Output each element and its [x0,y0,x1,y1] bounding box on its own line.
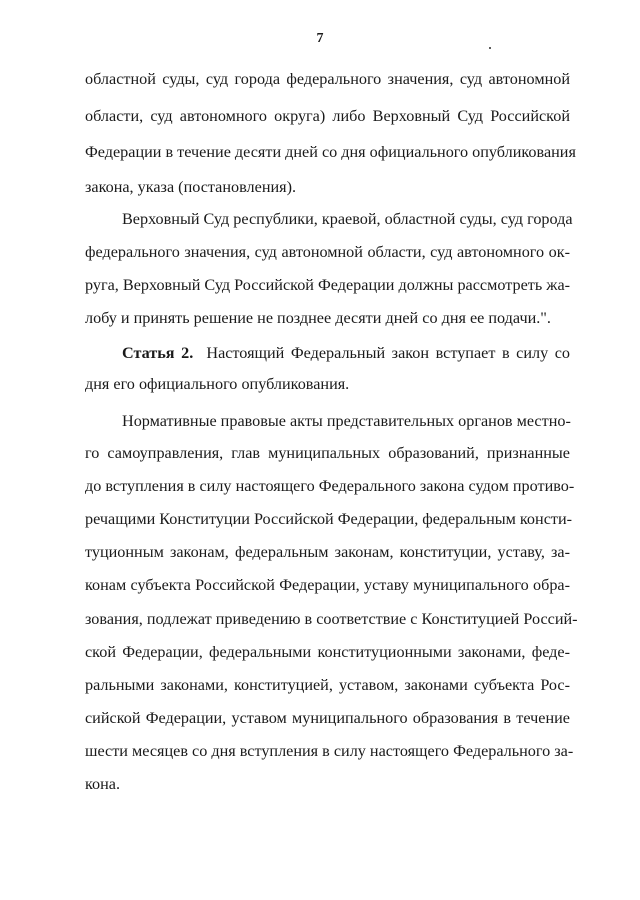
text-line: речащими Конституции Российской Федерации, федеральным консти- [85,510,573,528]
text-line: Нормативные правовые акты представительных органов местно- [122,412,571,430]
text-line: зования, подлежат приведению в соответствие с Конституцией Россий- [85,610,578,628]
text-line: ральными законами, конституцией, уставом, законами субъекта Рос- [85,676,570,694]
text-line: областной суды, суд города федерального значения, суд автономной [85,70,570,88]
text-line: конам субъекта Российской Федерации, уставу муниципального обра- [85,576,570,594]
text-line: сийской Федерации, уставом муниципального образования в течение [85,709,570,727]
text-line: закона, указа (постановления). [85,178,297,196]
text-line: ской Федерации, федеральными конституционными законами, феде- [85,643,570,661]
text-line: шести месяцев со дня вступления в силу настоящего Федерального за- [85,742,574,760]
article-label: Статья 2. [122,344,194,362]
scan-speck [489,47,491,49]
text-line: до вступления в силу настоящего Федерального закона судом противо- [85,477,575,495]
text-line: го самоуправления, глав муниципальных образований, признанные [85,444,570,462]
text-line: федерального значения, суд автономной области, суд автономного ок- [85,243,570,261]
text-line: руга, Верховный Суд Российской Федерации должны рассмотреть жа- [85,276,571,294]
text-line: дня его официального опубликования. [85,375,350,393]
page-number: 7 [316,31,324,46]
text-line: лобу и принять решение не позднее десяти дней со дня ее подачи.". [85,309,551,327]
article-text: Настоящий Федеральный закон вступает в силу со [206,344,570,362]
text-line: кона. [85,775,121,793]
article-line [122,342,570,364]
text-line: Верховный Суд республики, краевой, областной суды, суд города [122,210,573,228]
text-line: Федерации в течение десяти дней со дня официального опубликования [85,143,576,161]
text-line: области, суд автономного округа) либо Верховный Суд Российской [85,107,570,125]
text-line: туционным законам, федеральным законам, конституции, уставу, за- [85,543,570,561]
